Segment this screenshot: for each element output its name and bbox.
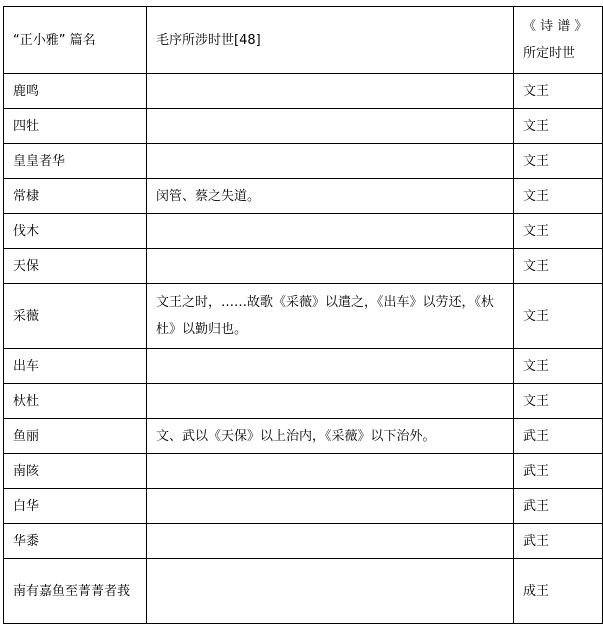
table-row xyxy=(4,249,603,284)
table-row xyxy=(4,214,603,249)
cell-title: 天保 xyxy=(4,249,147,284)
cell-title: 华黍 xyxy=(4,524,147,559)
table-row xyxy=(4,454,603,489)
table-row xyxy=(4,179,603,214)
cell-title: 南有嘉鱼至菁菁者莪 xyxy=(4,559,147,624)
cell-title: 杕杜 xyxy=(4,384,147,419)
cell-preface xyxy=(147,214,514,249)
cell-preface xyxy=(147,384,514,419)
table-row xyxy=(4,74,603,109)
cell-preface: 文、武以《天保》以上治内，《采薇》以下治外。 xyxy=(147,419,514,454)
cell-era: 文王 xyxy=(514,284,603,349)
table-row xyxy=(4,489,603,524)
header-title: “正小雅” 篇名 xyxy=(4,7,147,74)
table-row xyxy=(4,109,603,144)
cell-preface xyxy=(147,489,514,524)
cell-preface: 文王之时，……故歌《采薇》以遣之，《出车》以劳还，《杕杜》以勤归也。 xyxy=(147,284,514,349)
cell-preface xyxy=(147,74,514,109)
cell-era: 文王 xyxy=(514,179,603,214)
cell-preface xyxy=(147,249,514,284)
cell-preface xyxy=(147,559,514,624)
cell-era: 文王 xyxy=(514,144,603,179)
cell-preface xyxy=(147,349,514,384)
cell-era: 武王 xyxy=(514,454,603,489)
table-row xyxy=(4,349,603,384)
header-era: 《 诗 谱 》所定时世 xyxy=(514,7,603,74)
cell-preface xyxy=(147,144,514,179)
cell-era: 文王 xyxy=(514,109,603,144)
table-row xyxy=(4,559,603,624)
poetry-era-table xyxy=(3,6,603,624)
cell-title: 白华 xyxy=(4,489,147,524)
table-body xyxy=(4,74,603,624)
cell-title: 皇皇者华 xyxy=(4,144,147,179)
cell-era: 文王 xyxy=(514,249,603,284)
cell-preface xyxy=(147,524,514,559)
header-row xyxy=(4,7,603,74)
cell-era: 成王 xyxy=(514,559,603,624)
cell-title: 四牡 xyxy=(4,109,147,144)
cell-title: 南陔 xyxy=(4,454,147,489)
cell-title: 伐木 xyxy=(4,214,147,249)
cell-title: 鹿鸣 xyxy=(4,74,147,109)
table-row xyxy=(4,419,603,454)
cell-title: 常棣 xyxy=(4,179,147,214)
table-row xyxy=(4,384,603,419)
header-preface: 毛序所涉时世[48] xyxy=(147,7,514,74)
cell-preface: 闵管、蔡之失道。 xyxy=(147,179,514,214)
cell-era: 文王 xyxy=(514,384,603,419)
cell-era: 武王 xyxy=(514,524,603,559)
cell-era: 文王 xyxy=(514,214,603,249)
cell-preface xyxy=(147,109,514,144)
cell-title: 采薇 xyxy=(4,284,147,349)
table-row xyxy=(4,524,603,559)
cell-preface xyxy=(147,454,514,489)
cell-title: 鱼丽 xyxy=(4,419,147,454)
cell-era: 武王 xyxy=(514,489,603,524)
table-row xyxy=(4,144,603,179)
cell-title: 出车 xyxy=(4,349,147,384)
cell-era: 文王 xyxy=(514,74,603,109)
table-row xyxy=(4,284,603,349)
cell-era: 武王 xyxy=(514,419,603,454)
cell-era: 文王 xyxy=(514,349,603,384)
